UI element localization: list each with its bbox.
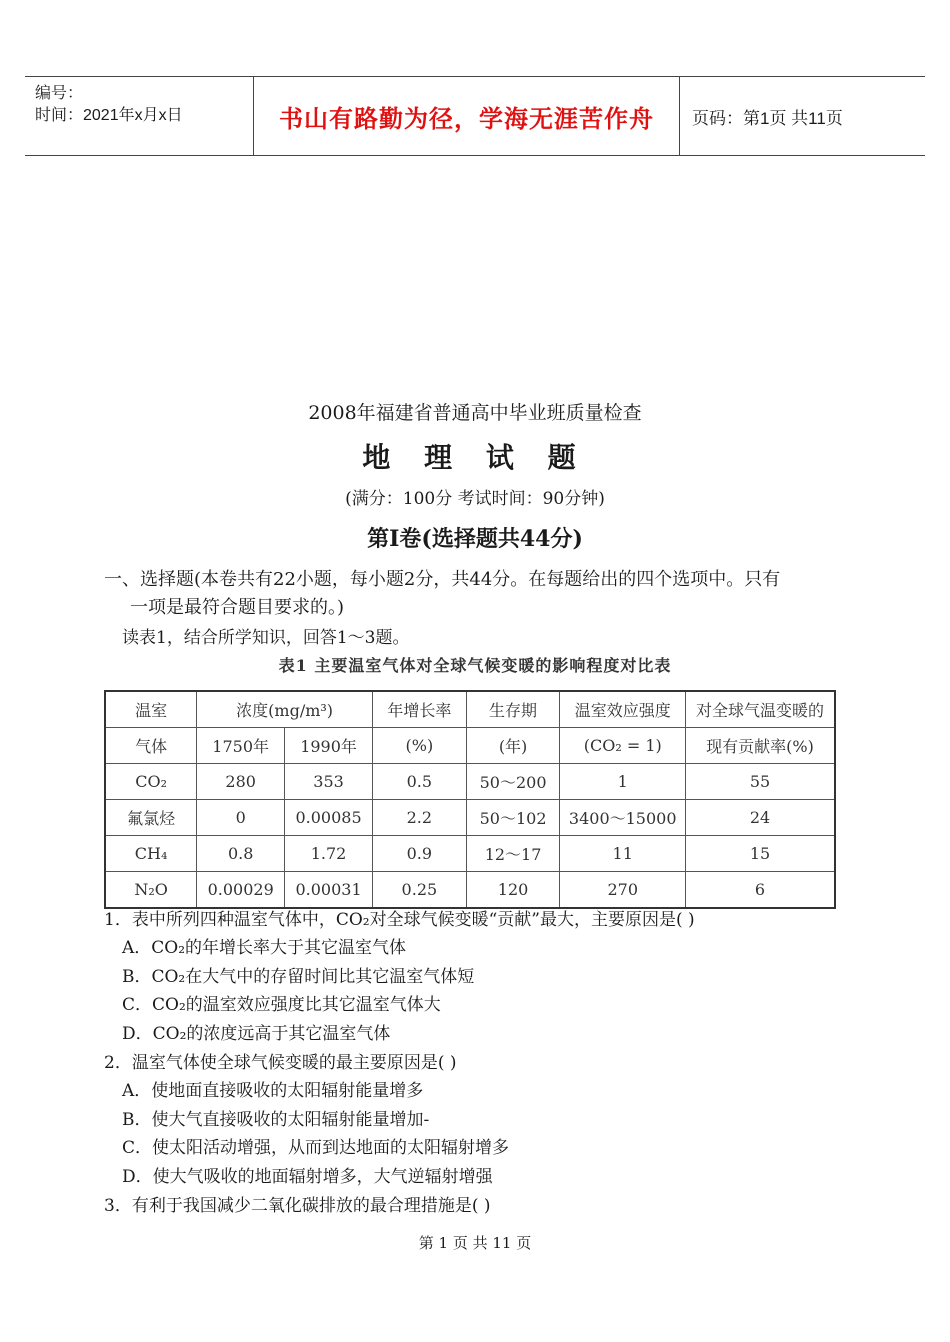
cell-growth: 2.2 — [373, 800, 467, 836]
subject-title: 地 理 试 题 — [362, 441, 588, 474]
th-effect-2: (CO₂ = 1) — [560, 728, 686, 764]
table-row — [105, 800, 835, 836]
cell-effect: 1 — [560, 764, 686, 800]
cell-contrib: 15 — [686, 836, 835, 872]
th-gas-1: 温室 — [105, 691, 197, 728]
exam-title-line: 2008年福建省普通高中毕业班质量检查 — [308, 402, 642, 424]
cell-life: 12～17 — [466, 836, 560, 872]
question-2-option-d: D．使大气吸收的地面辐射增多，大气逆辐射增强 — [122, 1167, 493, 1187]
cell-growth: 0.25 — [373, 872, 467, 909]
question-1-option-d: D．CO₂的浓度远高于其它温室气体 — [122, 1024, 391, 1044]
question-2-option-a: A．使地面直接吸收的太阳辐射能量增多 — [122, 1081, 424, 1101]
cell-gas: CH₄ — [105, 836, 197, 872]
page-code: 页码：第1页 共11页 — [692, 108, 843, 128]
th-growth-1: 年增长率 — [373, 691, 467, 728]
cell-1750: 280 — [197, 764, 285, 800]
time-label: 时间：2021年x月x日 — [35, 107, 183, 124]
cell-1990: 1.72 — [285, 836, 373, 872]
read-table-prompt: 读表1，结合所学知识，回答1～3题。 — [122, 628, 410, 648]
th-gas-2: 气体 — [105, 728, 197, 764]
cell-life: 120 — [466, 872, 560, 909]
th-contrib-2: 现有贡献率(%) — [686, 728, 835, 764]
table-header-row-1 — [105, 691, 835, 728]
table-row — [105, 764, 835, 800]
cell-gas: N₂O — [105, 872, 197, 909]
cell-growth: 0.5 — [373, 764, 467, 800]
page-header — [25, 76, 925, 156]
question-3-stem: 3．有利于我国减少二氧化碳排放的最合理措施是( ) — [104, 1196, 491, 1216]
cell-growth: 0.9 — [373, 836, 467, 872]
question-1-option-a: A．CO₂的年增长率大于其它温室气体 — [122, 938, 407, 958]
cell-gas: CO₂ — [105, 764, 197, 800]
header-page-cell — [680, 77, 925, 155]
th-life-2: (年) — [466, 728, 560, 764]
table-row — [105, 872, 835, 909]
table-header-row-2 — [105, 728, 835, 764]
instructions — [104, 566, 864, 622]
cell-contrib: 55 — [686, 764, 835, 800]
th-effect-1: 温室效应强度 — [560, 691, 686, 728]
number-label: 编号： — [35, 85, 84, 102]
cell-1750: 0 — [197, 800, 285, 836]
instruction-line-2: 一项是最符合题目要求的。) — [130, 597, 345, 618]
th-contrib-1: 对全球气温变暖的 — [686, 691, 835, 728]
cell-1990: 0.00031 — [285, 872, 373, 909]
cell-life: 50～102 — [466, 800, 560, 836]
question-1-stem: 1．表中所列四种温室气体中，CO₂对全球气候变暖“贡献”最大，主要原因是( ) — [104, 910, 695, 930]
cell-1990: 353 — [285, 764, 373, 800]
page-footer: 第 1 页 共 11 页 — [418, 1234, 532, 1252]
instruction-line-1: 一、选择题(本卷共有22小题，每小题2分，共44分。在每题给出的四个选项中。只有 — [104, 569, 781, 590]
question-1-option-c: C．CO₂的温室效应强度比其它温室气体大 — [122, 995, 441, 1015]
cell-1990: 0.00085 — [285, 800, 373, 836]
cell-effect: 3400～15000 — [560, 800, 686, 836]
question-2-option-b: B．使大气直接吸收的太阳辐射能量增加- — [122, 1110, 430, 1130]
table-caption: 表1 主要温室气体对全球气候变暖的影响程度对比表 — [278, 656, 672, 675]
th-life-1: 生存期 — [466, 691, 560, 728]
motto: 书山有路勤为径，学海无涯苦作舟 — [279, 104, 654, 133]
th-1750: 1750年 — [197, 728, 285, 764]
cell-gas: 氟氯烃 — [105, 800, 197, 836]
th-growth-2: (%) — [373, 728, 467, 764]
score-time: (满分：100分 考试时间：90分钟) — [345, 489, 605, 509]
cell-effect: 270 — [560, 872, 686, 909]
cell-1750: 0.00029 — [197, 872, 285, 909]
question-2-stem: 2．温室气体使全球气候变暖的最主要原因是( ) — [104, 1053, 457, 1073]
header-meta — [25, 77, 254, 155]
table-row — [105, 836, 835, 872]
section-title: 第Ⅰ卷(选择题共44分) — [367, 526, 583, 552]
question-1-option-b: B．CO₂在大气中的存留时间比其它温室气体短 — [122, 967, 475, 987]
cell-effect: 11 — [560, 836, 686, 872]
question-2-option-c: C．使太阳活动增强，从而到达地面的太阳辐射增多 — [122, 1138, 510, 1158]
header-motto-cell — [254, 77, 680, 155]
th-1990: 1990年 — [285, 728, 373, 764]
th-concentration: 浓度(mg/m³) — [197, 691, 373, 728]
cell-contrib: 24 — [686, 800, 835, 836]
cell-contrib: 6 — [686, 872, 835, 909]
cell-life: 50～200 — [466, 764, 560, 800]
greenhouse-gas-table — [104, 690, 836, 909]
cell-1750: 0.8 — [197, 836, 285, 872]
